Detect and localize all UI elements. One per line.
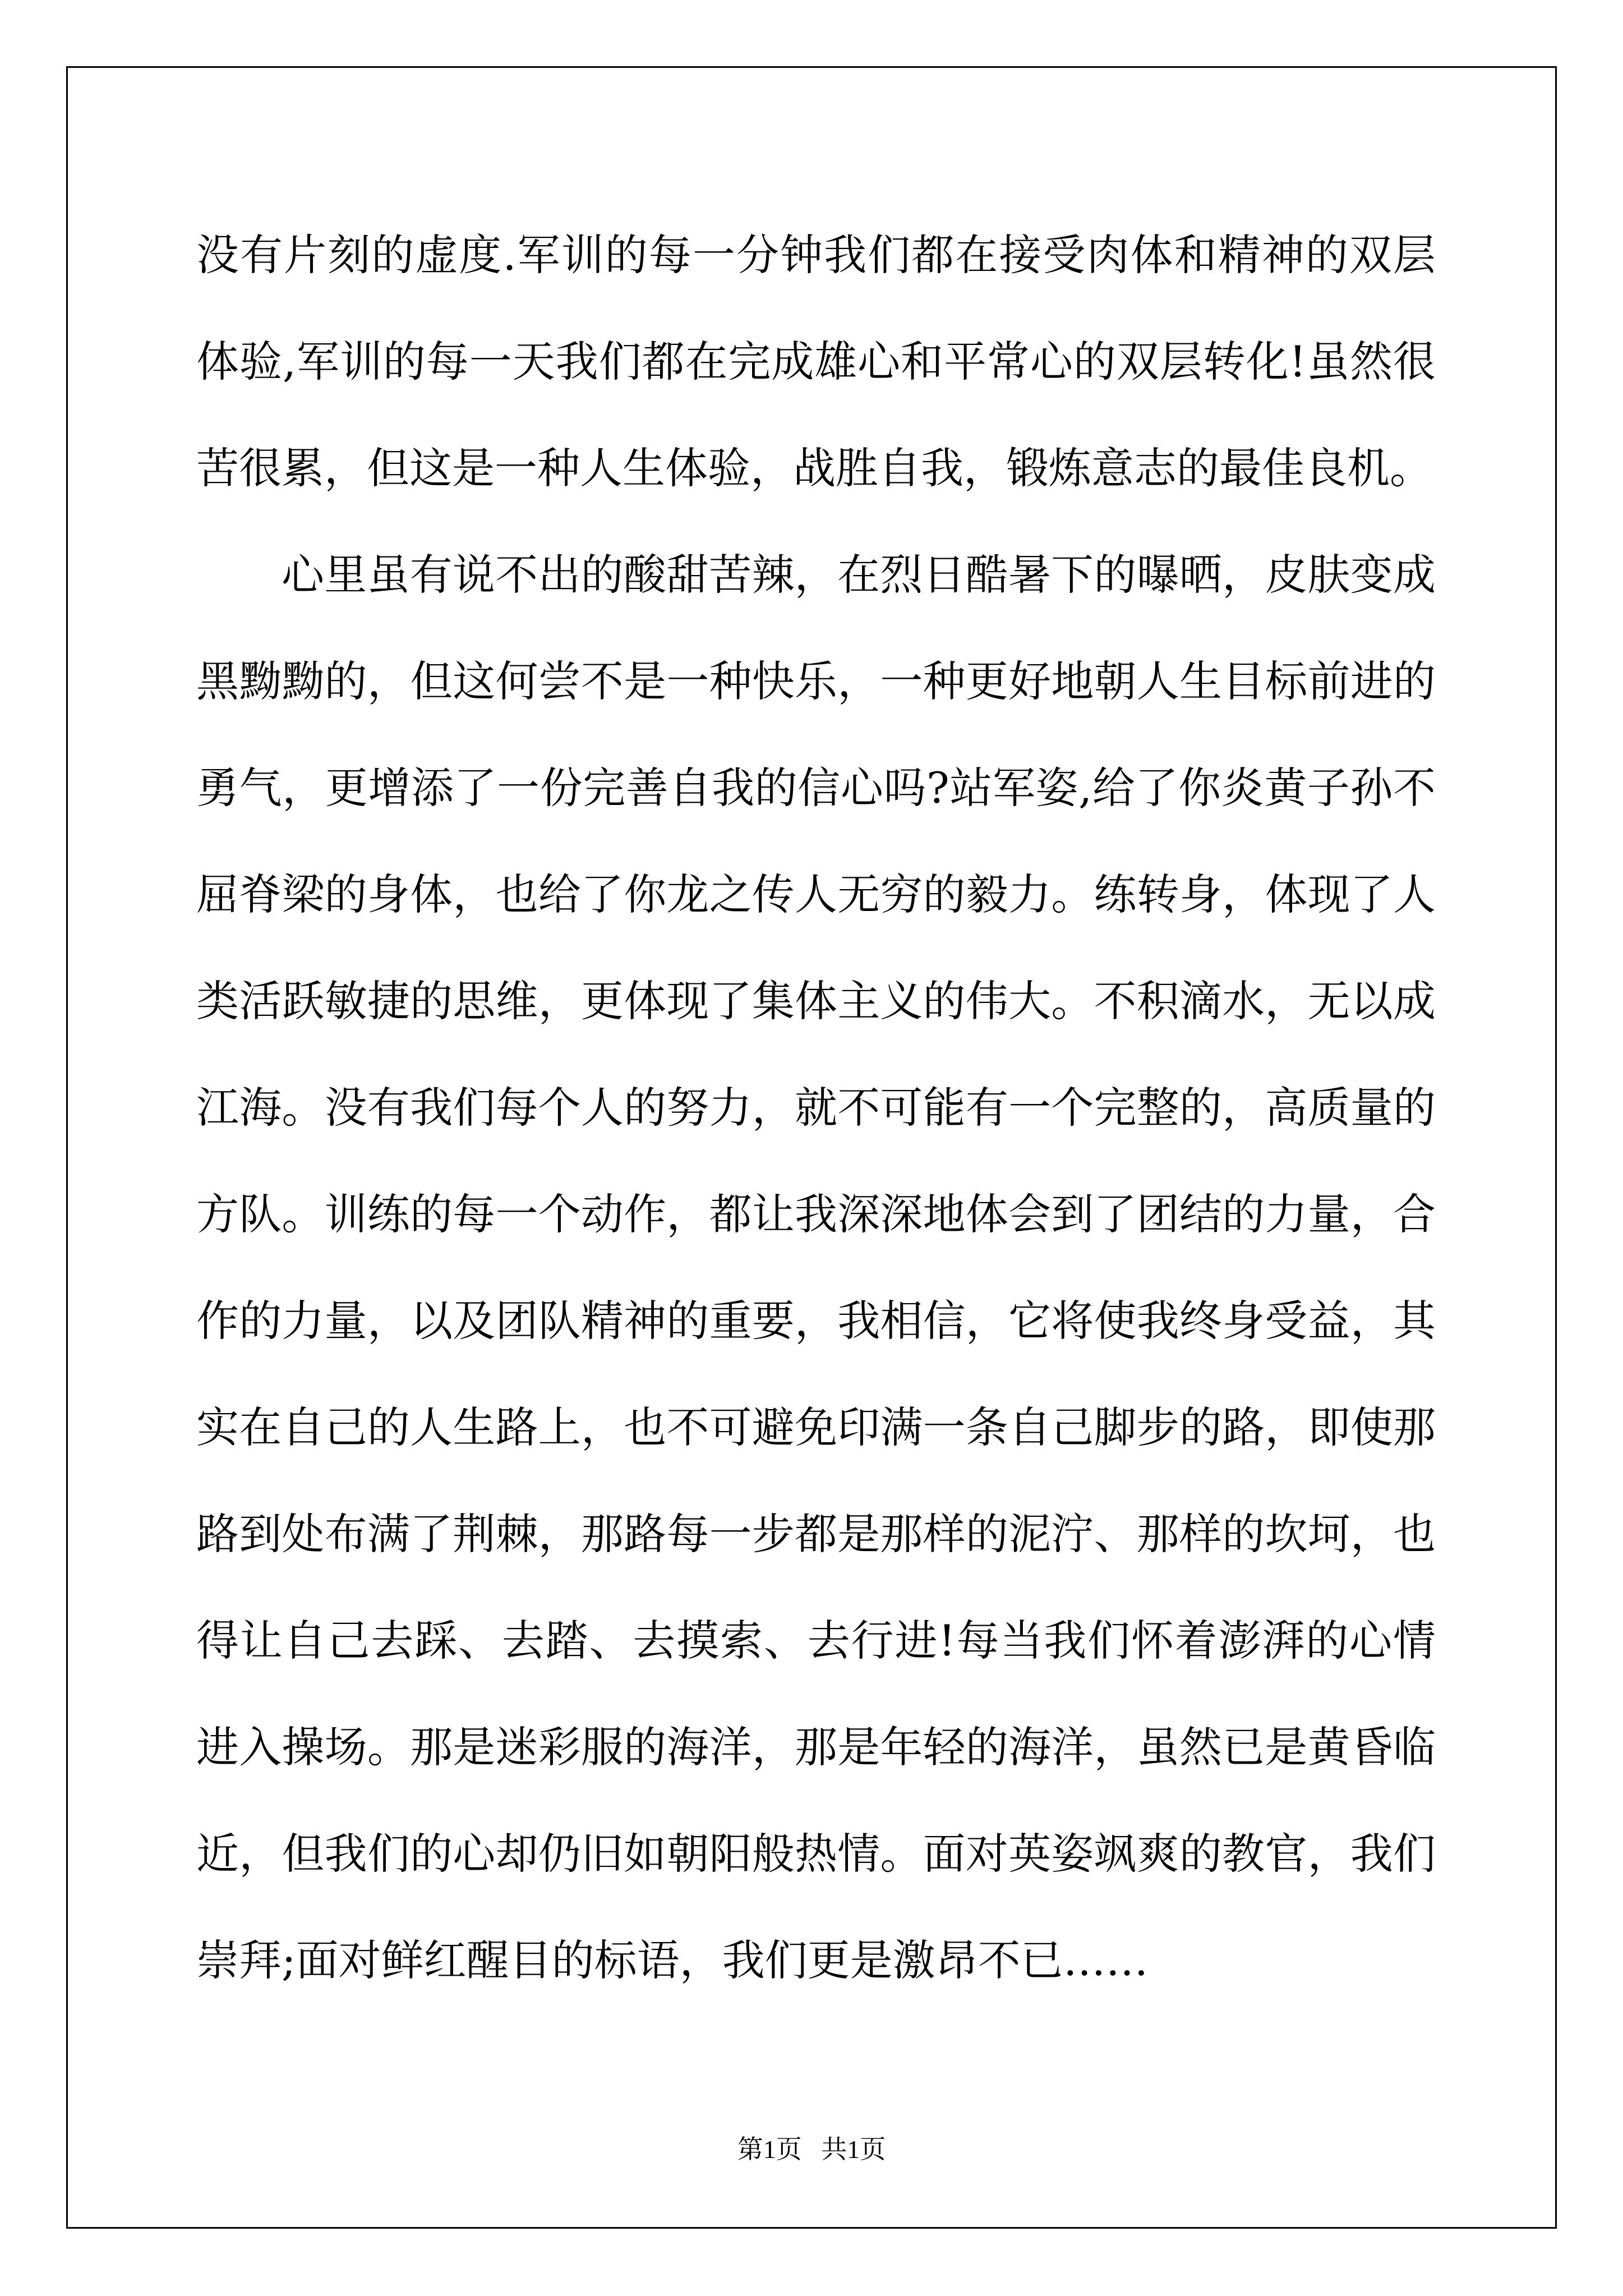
page-number: 第1页 bbox=[737, 2135, 802, 2164]
paragraph: 心里虽有说不出的酸甜苦辣，在烈日酷暑下的曝晒，皮肤变成黑黝黝的，但这何尝不是一种快乐，一种更好地朝人生目标前进的勇气，更增添了一份完善自我的信心吗?站军姿,给了你炎黄子孙不屈脊梁的身体，也给了你龙之传人无穷的毅力。练转身，体现了人类活跃敏捷的思维，更体现了集体主义的伟大。不积滴水，无以成江海。没有我们每个人的努力，就不可能有一个完整的，高质量的方队。训练的每一个动作，都让我深深地体会到了团结的力量，合作的力量，以及团队精神的重要，我相信，它将使我终身受益，其实在自己的人生路上，也不可避免印满一条自己脚步的路，即使那路到处布满了荆棘，那路每一步都是那样的泥泞、那样的坎坷，也得让自己去踩、去踏、去摸索、去行进!每当我们怀着澎湃的心情进入操场。那是迷彩服的海洋，那是年轻的海洋，虽然已是黄昏临近，但我们的心却仍旧如朝阳般热情。面对英姿飒爽的教官，我们崇拜;面对鲜红醒目的标语，我们更是激昂不已…… bbox=[196, 550, 1436, 1985]
paragraph: 没有片刻的虚度.军训的每一分钟我们都在接受肉体和精神的双层体验,军训的每一天我们都在完成雄心和平常心的双层转化!虽然很苦很累，但这是一种人生体验，战胜自我，锻炼意志的最佳良机。 bbox=[196, 230, 1436, 493]
document-body bbox=[196, 202, 1436, 2014]
total-pages: 共1页 bbox=[821, 2135, 886, 2164]
page-footer bbox=[0, 2129, 1623, 2166]
